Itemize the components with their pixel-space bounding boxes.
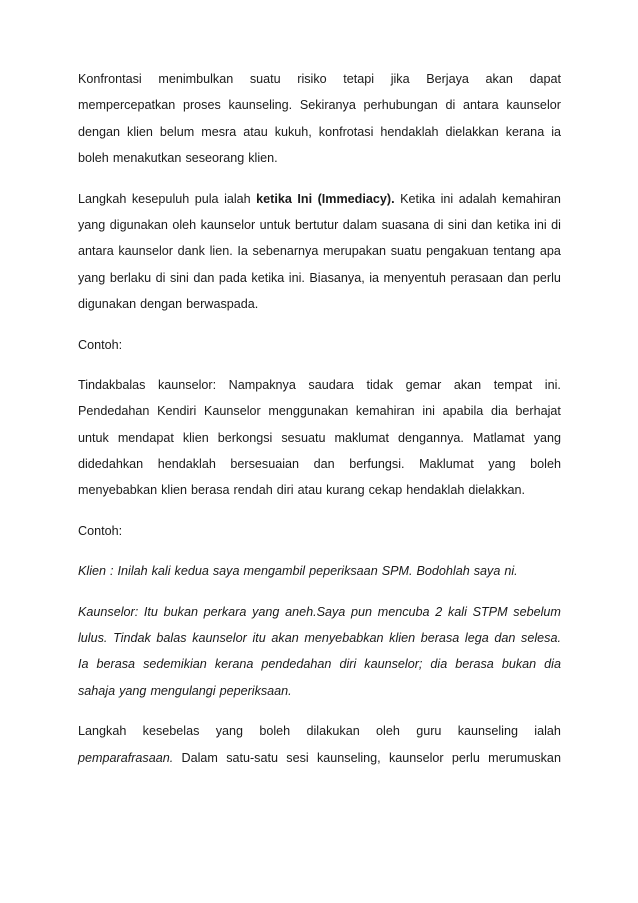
text-line bbox=[78, 145, 561, 171]
word: Tindak bbox=[113, 631, 151, 646]
word: di bbox=[433, 217, 444, 232]
text-line bbox=[78, 518, 561, 544]
word: Nampaknya bbox=[228, 377, 296, 392]
word: itu bbox=[252, 631, 266, 646]
word: sesi bbox=[286, 750, 309, 765]
word: rendah bbox=[233, 483, 273, 498]
text-line bbox=[78, 92, 561, 118]
word: di bbox=[551, 217, 561, 232]
word: digunakan bbox=[78, 297, 137, 312]
text-line bbox=[78, 265, 561, 291]
word: mendapat bbox=[117, 430, 174, 445]
word: ketika bbox=[251, 270, 285, 285]
word: Matlamat bbox=[472, 430, 525, 445]
word: dank bbox=[177, 244, 205, 259]
word: (Immediacy). bbox=[317, 191, 395, 206]
word: sini bbox=[447, 217, 467, 232]
word: dia bbox=[430, 657, 448, 672]
word: perkara bbox=[203, 604, 247, 619]
word: Biasanya, bbox=[309, 270, 365, 285]
paragraph bbox=[78, 66, 561, 172]
text-line bbox=[78, 599, 561, 625]
text-line bbox=[78, 745, 561, 771]
word: sini bbox=[169, 270, 189, 285]
word: kaunselor: bbox=[158, 377, 217, 392]
word: berkongsi bbox=[217, 430, 273, 445]
word: Contoh: bbox=[78, 523, 123, 538]
text-line bbox=[78, 651, 561, 677]
paragraph bbox=[78, 599, 561, 705]
text-line bbox=[78, 477, 561, 503]
word: didedahkan bbox=[78, 457, 144, 472]
word: boleh bbox=[259, 724, 291, 739]
word: untuk bbox=[78, 430, 109, 445]
word: Itu bbox=[143, 604, 158, 619]
word: suatu bbox=[249, 72, 281, 86]
word: akan bbox=[485, 72, 513, 86]
word: Kaunselor bbox=[203, 404, 261, 419]
word: yang bbox=[252, 604, 280, 619]
word: kurang bbox=[326, 483, 365, 498]
word: Konfrontasi bbox=[78, 72, 142, 86]
word: cekap bbox=[368, 483, 403, 498]
word: STPM bbox=[472, 604, 508, 619]
word: menyentuh bbox=[383, 270, 446, 285]
word: kemahiran bbox=[502, 191, 561, 206]
word: ialah bbox=[534, 724, 561, 739]
word: ialah bbox=[224, 191, 251, 206]
word: Ini bbox=[297, 191, 313, 206]
text-line bbox=[78, 451, 561, 477]
text-line bbox=[78, 718, 561, 744]
word: kaunselor bbox=[192, 631, 247, 646]
word: Tindakbalas bbox=[78, 377, 146, 392]
text-line bbox=[78, 372, 561, 398]
word: saya bbox=[212, 564, 240, 579]
document-page bbox=[78, 66, 561, 785]
word: kerana bbox=[505, 124, 545, 139]
word: klien bbox=[182, 430, 209, 445]
word: dia bbox=[544, 657, 561, 672]
word: lega bbox=[464, 631, 489, 646]
word: suasana bbox=[381, 217, 430, 232]
word: pemparafrasaan. bbox=[78, 750, 174, 765]
word: apabila bbox=[442, 404, 484, 419]
word: dan bbox=[471, 217, 493, 232]
word: satu-satu bbox=[226, 750, 278, 765]
word: lulus. bbox=[78, 631, 108, 646]
text-line bbox=[78, 212, 561, 238]
word: Ia bbox=[78, 657, 89, 672]
word: kaunselor bbox=[506, 98, 561, 113]
word: perasaan bbox=[450, 270, 503, 285]
text-line bbox=[78, 238, 561, 264]
word: oleh bbox=[172, 217, 197, 232]
word: di bbox=[155, 270, 166, 285]
word: berwaspada. bbox=[186, 297, 259, 312]
paragraph bbox=[78, 558, 561, 584]
word: antara bbox=[462, 98, 499, 113]
word: kerana bbox=[214, 657, 254, 672]
word: dengannya. bbox=[398, 430, 464, 445]
word: berlaku bbox=[109, 270, 152, 285]
word: : bbox=[110, 564, 114, 579]
word: aneh.Saya bbox=[285, 604, 346, 619]
word: Ketika bbox=[400, 191, 436, 206]
word: dan bbox=[494, 631, 516, 646]
word: bertutur bbox=[294, 217, 339, 232]
word: klien bbox=[127, 124, 153, 139]
word: kedua bbox=[174, 564, 209, 579]
word: lien. bbox=[209, 244, 233, 259]
word: tidak bbox=[366, 377, 394, 392]
word: kali bbox=[447, 604, 467, 619]
word: peperiksaan. bbox=[219, 683, 292, 698]
word: berasa bbox=[455, 657, 494, 672]
word: pula bbox=[194, 191, 219, 206]
word: saudara bbox=[308, 377, 354, 392]
word: pendedahan bbox=[261, 657, 332, 672]
word: di bbox=[445, 98, 456, 113]
word: dan bbox=[507, 270, 529, 285]
word: berhajat bbox=[515, 404, 561, 419]
word: Inilah bbox=[117, 564, 148, 579]
word: merumuskan bbox=[488, 750, 561, 765]
word: ini bbox=[534, 217, 547, 232]
word: Klien bbox=[78, 564, 107, 579]
word: berasa bbox=[191, 483, 230, 498]
word: yang bbox=[119, 683, 147, 698]
word: perlu bbox=[451, 750, 480, 765]
word: dengan bbox=[78, 124, 121, 139]
word: atau bbox=[297, 483, 323, 498]
word: mengulangi bbox=[150, 683, 216, 698]
word: dielakkan. bbox=[468, 483, 526, 498]
word: ketika bbox=[496, 217, 530, 232]
word: Berjaya bbox=[426, 72, 469, 86]
word: digunakan bbox=[109, 217, 168, 232]
word: guru bbox=[416, 724, 442, 739]
word: akan bbox=[453, 377, 482, 392]
word: berasa bbox=[420, 631, 460, 646]
word: kaunselor; bbox=[364, 657, 423, 672]
word: dielakkan bbox=[445, 124, 499, 139]
word: hendaklah bbox=[406, 483, 465, 498]
word: adalah bbox=[458, 191, 497, 206]
text-line bbox=[78, 678, 561, 704]
word: yang bbox=[488, 457, 516, 472]
word: peperiksaan bbox=[309, 564, 378, 579]
word: menakutkan bbox=[112, 151, 182, 166]
word: ini bbox=[422, 404, 435, 419]
word: kaunseling. bbox=[228, 98, 293, 113]
word: kesepuluh bbox=[131, 191, 190, 206]
word: kaunselor bbox=[118, 244, 173, 259]
word: kali bbox=[151, 564, 171, 579]
text-line bbox=[78, 398, 561, 424]
word: mesra bbox=[201, 124, 237, 139]
word: bersesuaian bbox=[230, 457, 300, 472]
word: sesuatu bbox=[281, 430, 326, 445]
word: menyebabkan bbox=[78, 483, 158, 498]
word: diri bbox=[339, 657, 357, 672]
word: dan bbox=[193, 270, 215, 285]
word: boleh bbox=[78, 151, 109, 166]
word: dan bbox=[313, 457, 335, 472]
word: klien bbox=[161, 483, 188, 498]
word: berasa bbox=[96, 657, 136, 672]
word: Kendiri bbox=[157, 404, 197, 419]
word: dapat bbox=[529, 72, 561, 86]
word: bukan bbox=[501, 657, 537, 672]
word: hendaklah bbox=[380, 124, 439, 139]
paragraph bbox=[78, 718, 561, 771]
word: Pendedahan bbox=[78, 404, 150, 419]
text-line bbox=[78, 66, 561, 92]
word: perhubungan bbox=[363, 98, 438, 113]
word: ini. bbox=[544, 377, 561, 392]
word: dalam bbox=[342, 217, 378, 232]
word: ia bbox=[551, 124, 561, 139]
word: menyebabkan bbox=[304, 631, 384, 646]
word: ini. bbox=[288, 270, 305, 285]
word: ketika bbox=[256, 191, 292, 206]
word: yang bbox=[78, 270, 106, 285]
word: maklumat bbox=[334, 430, 390, 445]
word: kukuh, bbox=[274, 124, 312, 139]
word: Bodohlah bbox=[416, 564, 470, 579]
word: gemar bbox=[405, 377, 442, 392]
word: Ia bbox=[237, 244, 248, 259]
paragraph bbox=[78, 186, 561, 318]
word: apa bbox=[539, 244, 561, 259]
word: antara bbox=[78, 244, 114, 259]
word: pengakuan bbox=[426, 244, 489, 259]
word: kaunseling bbox=[457, 724, 518, 739]
text-line bbox=[78, 625, 561, 651]
text-line bbox=[78, 186, 561, 212]
text-line bbox=[78, 291, 561, 317]
word: atau bbox=[243, 124, 268, 139]
word: sedemikian bbox=[143, 657, 207, 672]
word: diri bbox=[276, 483, 294, 498]
word: kaunseling, bbox=[316, 750, 381, 765]
word: perlu bbox=[532, 270, 561, 285]
word: yang bbox=[533, 430, 561, 445]
word: mengambil bbox=[243, 564, 306, 579]
word: Langkah bbox=[78, 191, 127, 206]
word: ni. bbox=[504, 564, 518, 579]
word: berfungsi. bbox=[349, 457, 405, 472]
word: oleh bbox=[376, 724, 400, 739]
word: sebelum bbox=[513, 604, 561, 619]
word: mempercepatkan bbox=[78, 98, 176, 113]
word: kaunselor bbox=[200, 217, 256, 232]
word: dengan bbox=[140, 297, 183, 312]
word: Maklumat bbox=[419, 457, 474, 472]
word: saya bbox=[473, 564, 501, 579]
word: bukan bbox=[163, 604, 198, 619]
word: tentang bbox=[493, 244, 536, 259]
word: balas bbox=[156, 631, 187, 646]
word: 2 bbox=[435, 604, 443, 619]
word: pada bbox=[218, 270, 247, 285]
word: klien bbox=[389, 631, 416, 646]
word: dilakukan bbox=[306, 724, 360, 739]
word: tempat bbox=[493, 377, 533, 392]
word: proses bbox=[182, 98, 221, 113]
word: akan bbox=[271, 631, 299, 646]
text-line bbox=[78, 558, 561, 584]
word: ia bbox=[369, 270, 380, 285]
word: yang bbox=[215, 724, 244, 739]
word: boleh bbox=[530, 457, 561, 472]
word: menimbulkan bbox=[158, 72, 234, 86]
word: Sekiranya bbox=[299, 98, 356, 113]
word: tetapi bbox=[343, 72, 375, 86]
word: belum bbox=[159, 124, 195, 139]
word: Dalam bbox=[181, 750, 218, 765]
word: jika bbox=[390, 72, 410, 86]
paragraph bbox=[78, 518, 561, 544]
word: mencuba bbox=[377, 604, 430, 619]
word: klien. bbox=[248, 151, 278, 166]
word: menggunakan bbox=[268, 404, 349, 419]
word: merupakan bbox=[323, 244, 387, 259]
word: Contoh: bbox=[78, 337, 123, 352]
word: selesa. bbox=[521, 631, 561, 646]
paragraph bbox=[78, 332, 561, 358]
paragraph bbox=[78, 372, 561, 504]
word: hendaklah bbox=[157, 457, 216, 472]
word: dia bbox=[490, 404, 508, 419]
word: pun bbox=[351, 604, 373, 619]
word: suatu bbox=[390, 244, 422, 259]
word: konfrotasi bbox=[318, 124, 374, 139]
word: risiko bbox=[297, 72, 327, 86]
word: untuk bbox=[259, 217, 291, 232]
word: kemahiran bbox=[355, 404, 415, 419]
word: yang bbox=[78, 217, 106, 232]
word: kaunselor bbox=[388, 750, 444, 765]
word: ini bbox=[440, 191, 454, 206]
text-line bbox=[78, 119, 561, 145]
word: seseorang bbox=[185, 151, 245, 166]
word: sahaja bbox=[78, 683, 116, 698]
word: Kaunselor: bbox=[78, 604, 139, 619]
word: sebenarnya bbox=[252, 244, 319, 259]
text-line bbox=[78, 332, 561, 358]
word: Langkah bbox=[78, 724, 127, 739]
text-line bbox=[78, 425, 561, 451]
word: SPM. bbox=[381, 564, 413, 579]
word: kesebelas bbox=[142, 724, 200, 739]
